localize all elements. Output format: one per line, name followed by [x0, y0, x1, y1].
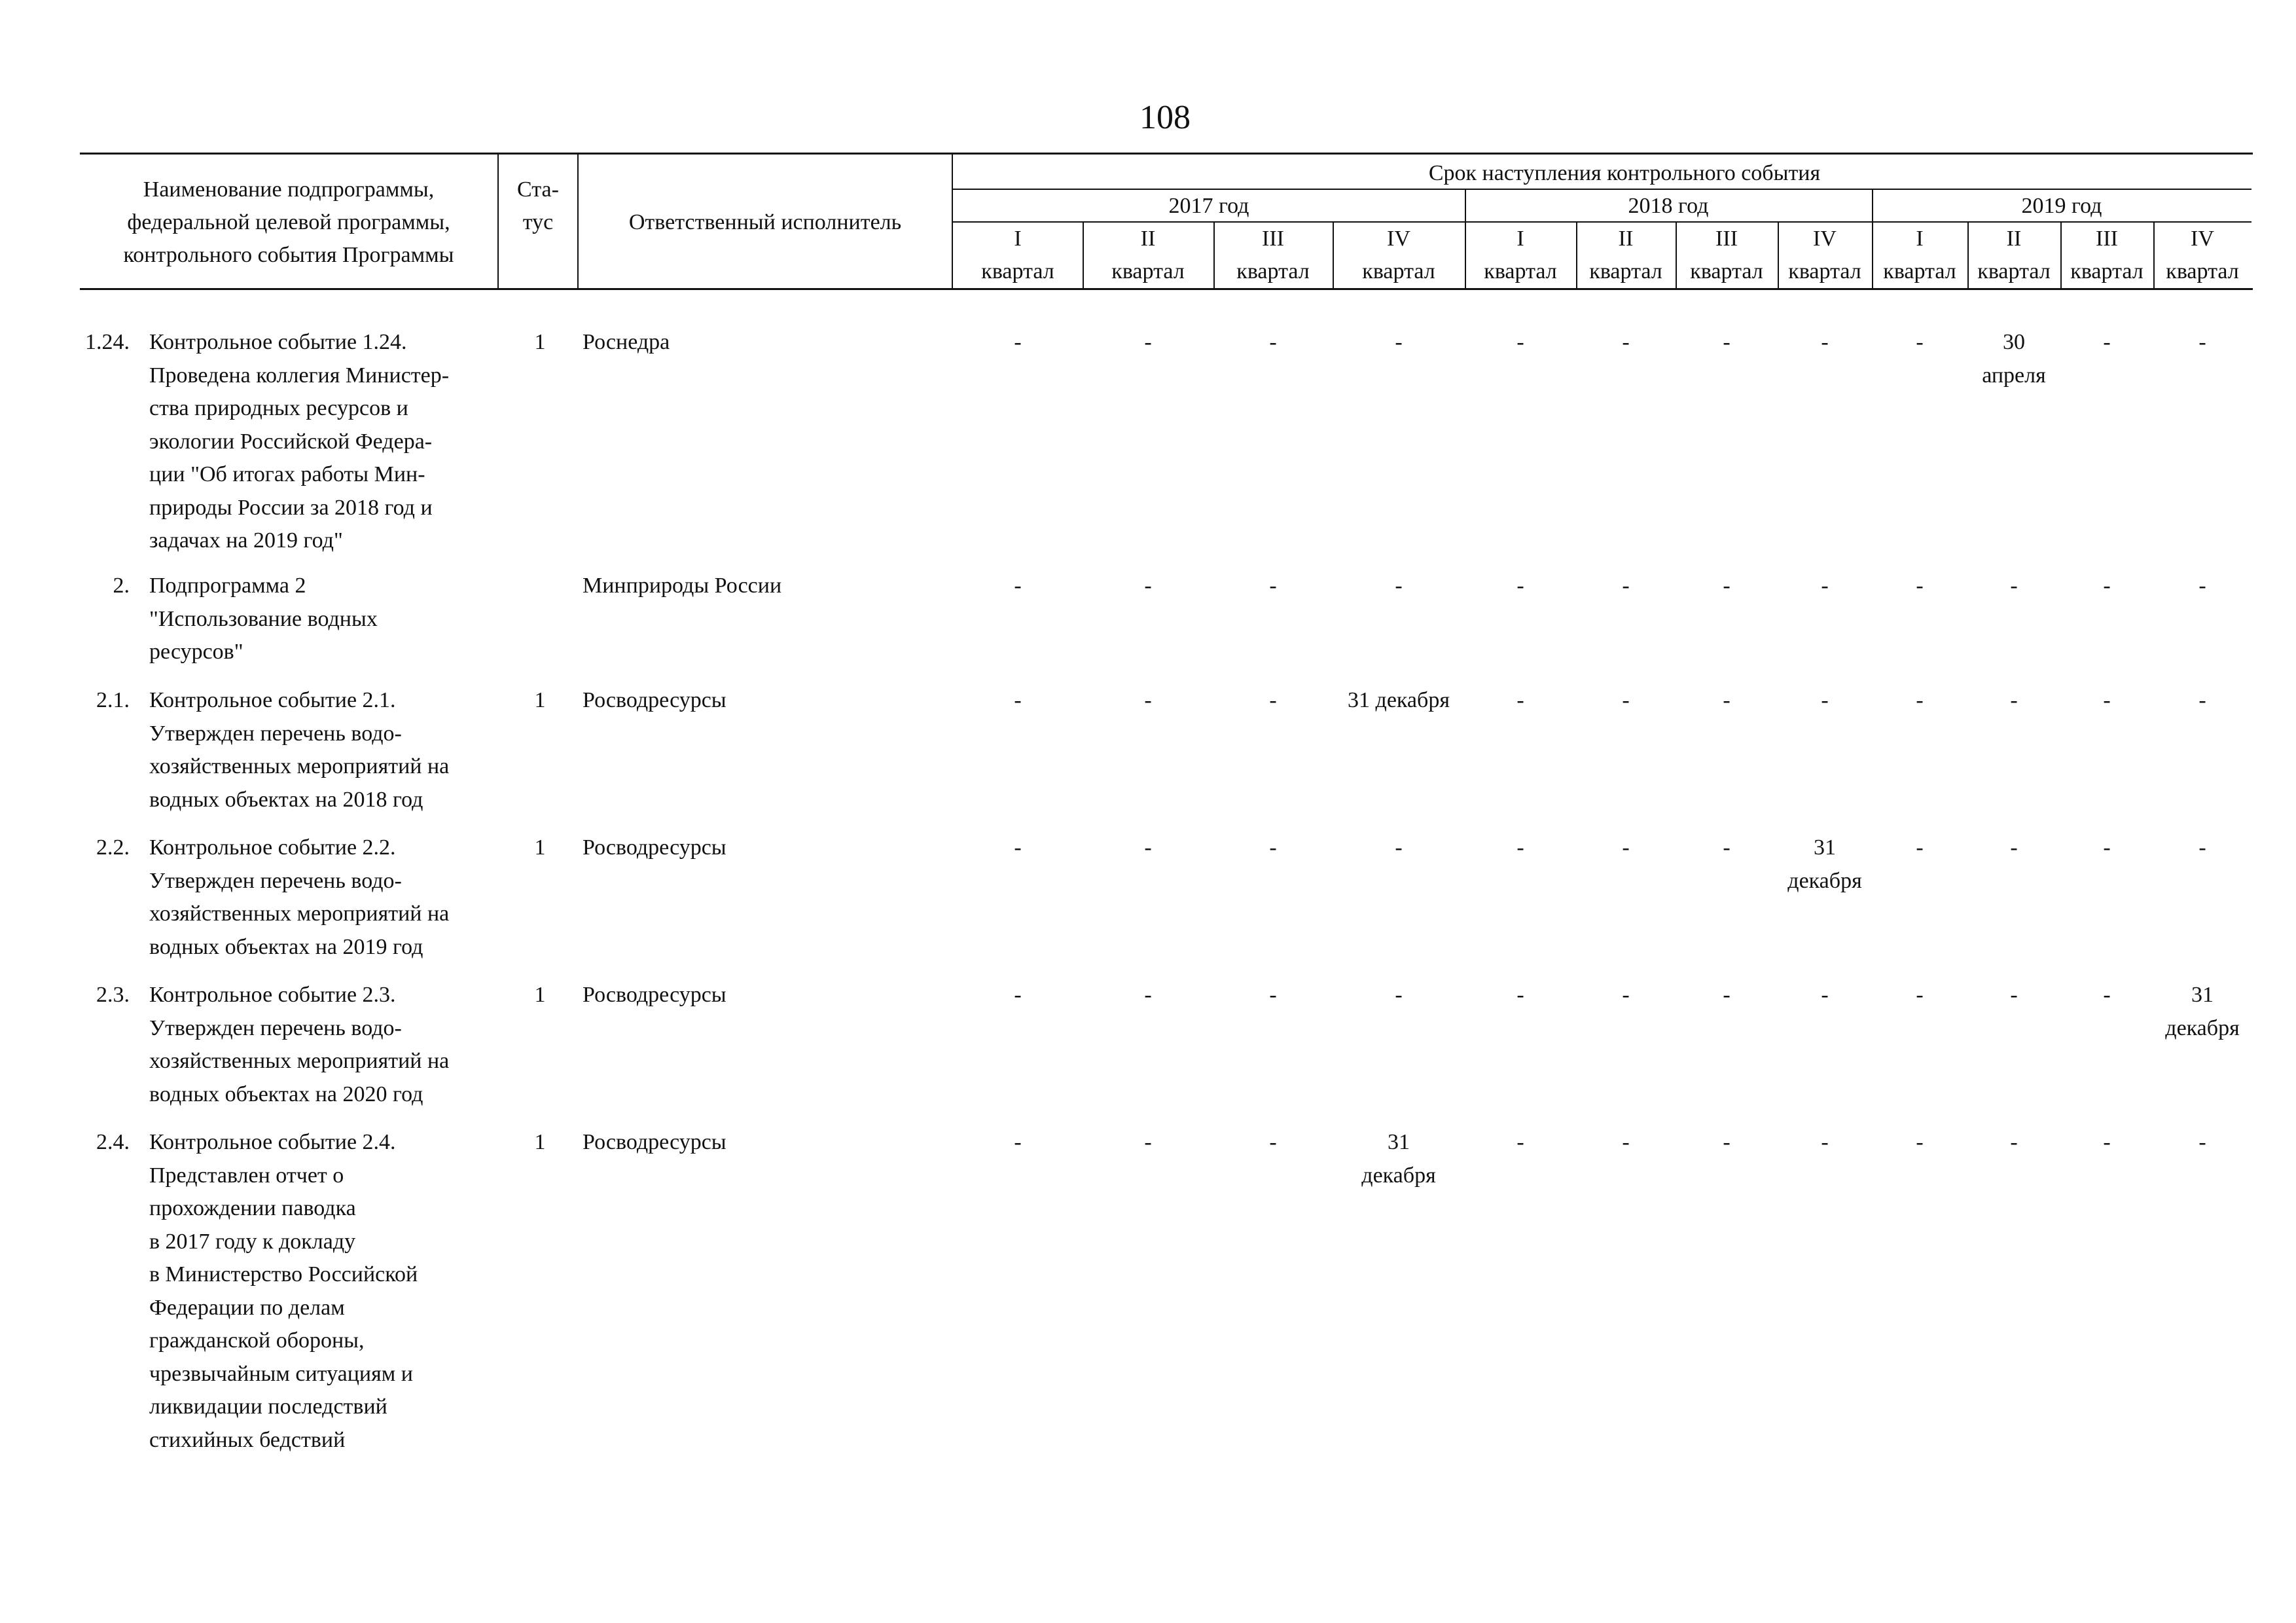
quarter-cell — [1967, 1126, 2060, 1159]
event-name — [149, 831, 449, 964]
quarter-cell — [1465, 979, 1576, 1012]
quarter-cell — [1213, 570, 1333, 603]
quarter-cell — [1676, 831, 1778, 865]
quarter-label: квартал — [1362, 259, 1435, 283]
quarter-cell — [953, 326, 1083, 359]
quarter-value: апреля — [1982, 363, 2046, 388]
quarter-value: - — [1916, 688, 1924, 712]
quarter-value: - — [2103, 835, 2111, 860]
quarter-value: - — [1821, 983, 1829, 1007]
event-name-line: в 2017 году к докладу — [149, 1229, 356, 1254]
event-name-line: Контрольное событие 2.2. — [149, 835, 396, 860]
quarter-cell — [1872, 326, 1967, 359]
grid-line — [1465, 189, 1466, 290]
quarter-cell — [1872, 684, 1967, 718]
quarter-label: квартал — [1236, 259, 1310, 283]
quarter-cell — [1333, 1126, 1465, 1192]
quarter-cell — [953, 979, 1083, 1012]
quarter-cell — [1333, 570, 1465, 603]
quarter-cell — [1213, 684, 1333, 718]
quarter-numeral: I — [1916, 227, 1924, 251]
grid-line — [497, 153, 499, 290]
quarter-cell — [1676, 326, 1778, 359]
quarter-cell — [953, 570, 1083, 603]
quarter-value: - — [1014, 983, 1022, 1007]
name-column-header-line: контрольного события Программы — [123, 243, 454, 267]
grid-line — [2060, 221, 2062, 290]
quarter-value: - — [1014, 688, 1022, 712]
quarter-label: квартал — [1589, 259, 1662, 283]
quarter-numeral: III — [1715, 227, 1738, 251]
quarter-value: - — [1014, 574, 1022, 598]
event-name-line: Утвержден перечень водо- — [149, 721, 402, 746]
event-name-line: Утвержден перечень водо- — [149, 1015, 402, 1040]
quarter-cell — [2153, 1126, 2251, 1159]
row-status: 1 — [534, 983, 546, 1007]
quarter-value: - — [1516, 574, 1524, 598]
quarter-cell — [1872, 831, 1967, 865]
quarter-value: - — [1821, 574, 1829, 598]
quarter-cell — [1465, 684, 1576, 718]
quarter-value: - — [1821, 330, 1829, 354]
grid-line — [953, 221, 2251, 223]
quarter-cell — [2153, 326, 2251, 359]
quarter-cell — [1213, 326, 1333, 359]
quarter-label: квартал — [2166, 259, 2239, 283]
quarter-value: - — [2010, 688, 2018, 712]
quarter-value: - — [1144, 983, 1152, 1007]
responsible-executor: Роснедра — [583, 330, 670, 354]
quarter-value: - — [1622, 1130, 1630, 1154]
quarter-value: декабря — [2165, 1015, 2240, 1040]
grid-line — [2153, 221, 2155, 290]
event-name-line: Федерации по делам — [149, 1295, 345, 1320]
quarter-value: - — [2198, 688, 2206, 712]
quarter-value: - — [1269, 835, 1277, 860]
event-name-line: Контрольное событие 2.4. — [149, 1130, 396, 1154]
deadline-group-header: Срок наступления контрольного события — [1428, 161, 1821, 185]
event-name-line: Контрольное событие 2.1. — [149, 688, 396, 712]
quarter-value: - — [1516, 983, 1524, 1007]
event-name-line: хозяйственных мероприятий на — [149, 754, 450, 778]
event-name-line: Утвержден перечень водо- — [149, 868, 402, 893]
event-name — [149, 1126, 418, 1457]
quarter-cell — [1083, 570, 1213, 603]
quarter-cell — [1872, 1126, 1967, 1159]
event-name-line: водных объектах на 2018 год — [149, 787, 423, 812]
event-name-line: ства природных ресурсов и — [149, 396, 408, 420]
quarter-value: - — [1622, 835, 1630, 860]
quarter-numeral: II — [1618, 227, 1634, 251]
year-header: 2019 год — [2021, 194, 2102, 218]
grid-line — [577, 153, 579, 290]
event-name-line: экологии Российской Федера- — [149, 429, 433, 454]
quarter-cell — [1576, 684, 1676, 718]
grid-line — [1083, 221, 1084, 290]
quarter-cell — [953, 684, 1083, 718]
row-number: 1.24. — [85, 330, 130, 354]
quarter-value: - — [2198, 330, 2206, 354]
grid-line — [1676, 221, 1677, 290]
quarter-cell — [953, 1126, 1083, 1159]
quarter-numeral: IV — [2191, 227, 2214, 251]
quarter-value: - — [2010, 983, 2018, 1007]
grid-line — [1967, 221, 1969, 290]
quarter-value: - — [1144, 835, 1152, 860]
event-name-line: в Министерство Российской — [149, 1262, 418, 1286]
event-name — [149, 979, 449, 1111]
quarter-cell — [2060, 684, 2153, 718]
quarter-value: - — [1723, 330, 1731, 354]
quarter-label: квартал — [1883, 259, 1956, 283]
quarter-value: - — [1014, 330, 1022, 354]
responsible-executor: Росводресурсы — [583, 1130, 726, 1154]
quarter-value: - — [2198, 574, 2206, 598]
quarter-header — [1676, 223, 1778, 288]
quarter-value: - — [2103, 983, 2111, 1007]
quarter-cell — [1333, 684, 1465, 718]
quarter-value: - — [1144, 574, 1152, 598]
quarter-value: - — [1269, 1130, 1277, 1154]
quarter-cell — [1333, 326, 1465, 359]
quarter-numeral: II — [1140, 227, 1156, 251]
event-name-line: Представлен отчет о — [149, 1163, 344, 1188]
quarter-value: - — [2010, 835, 2018, 860]
quarter-header — [1872, 223, 1967, 288]
quarter-numeral: IV — [1387, 227, 1410, 251]
page-number: 108 — [1139, 99, 1191, 136]
quarter-value: 31 — [1388, 1130, 1410, 1154]
event-name-line: Подпрограмма 2 — [149, 574, 306, 598]
quarter-cell — [1083, 1126, 1213, 1159]
quarter-value: - — [1144, 688, 1152, 712]
quarter-cell — [2060, 326, 2153, 359]
quarter-cell — [1676, 570, 1778, 603]
quarter-cell — [1083, 979, 1213, 1012]
event-name-line: Контрольное событие 2.3. — [149, 983, 396, 1007]
grid-line — [1872, 189, 1873, 290]
quarter-value: - — [1144, 330, 1152, 354]
quarter-value: - — [2103, 330, 2111, 354]
quarter-header — [1465, 223, 1576, 288]
quarter-cell — [1967, 979, 2060, 1012]
quarter-value: - — [1269, 330, 1277, 354]
event-name-line: Проведена коллегия Министер- — [149, 363, 450, 388]
quarter-value: - — [1014, 835, 1022, 860]
quarter-cell — [1465, 831, 1576, 865]
quarter-cell — [1778, 831, 1872, 898]
quarter-value: - — [2103, 574, 2111, 598]
row-number: 2. — [113, 574, 130, 598]
quarter-value: 30 — [2003, 330, 2025, 354]
quarter-value: - — [1269, 574, 1277, 598]
quarter-cell — [1465, 1126, 1576, 1159]
quarter-value: - — [1014, 1130, 1022, 1154]
quarter-label: квартал — [1977, 259, 2051, 283]
quarter-numeral: I — [1516, 227, 1524, 251]
quarter-value: - — [1723, 835, 1731, 860]
quarter-cell — [1778, 979, 1872, 1012]
quarter-value: - — [2198, 835, 2206, 860]
quarter-numeral: III — [2096, 227, 2118, 251]
quarter-cell — [1213, 979, 1333, 1012]
grid-line — [1576, 221, 1577, 290]
quarter-numeral: II — [2006, 227, 2022, 251]
quarter-header — [1967, 223, 2060, 288]
quarter-value: - — [1916, 983, 1924, 1007]
quarter-numeral: III — [1262, 227, 1284, 251]
quarter-cell — [1213, 831, 1333, 865]
quarter-cell — [1333, 831, 1465, 865]
quarter-value: - — [2103, 1130, 2111, 1154]
status-column-header — [499, 157, 577, 255]
grid-line — [952, 153, 953, 290]
quarter-cell — [2060, 1126, 2153, 1159]
quarter-value: - — [1516, 330, 1524, 354]
quarter-cell — [1778, 326, 1872, 359]
quarter-value: декабря — [1787, 868, 1862, 893]
quarter-value: - — [1622, 330, 1630, 354]
quarter-header — [1778, 223, 1872, 288]
row-status: 1 — [534, 688, 546, 712]
event-name-line: гражданской обороны, — [149, 1328, 365, 1353]
quarter-value: - — [1395, 835, 1403, 860]
row-status: 1 — [534, 330, 546, 354]
quarter-value: - — [2010, 574, 2018, 598]
quarter-header — [2060, 223, 2153, 288]
quarter-value: - — [1916, 330, 1924, 354]
quarter-label: квартал — [1484, 259, 1557, 283]
quarter-cell — [1576, 1126, 1676, 1159]
quarter-header — [1083, 223, 1213, 288]
row-number: 2.4. — [96, 1130, 130, 1154]
quarter-cell — [1778, 570, 1872, 603]
quarter-value: - — [1395, 574, 1403, 598]
quarter-value: - — [1916, 1130, 1924, 1154]
quarter-value: - — [1516, 1130, 1524, 1154]
quarter-value: 31 — [2191, 983, 2214, 1007]
quarter-cell — [2060, 831, 2153, 865]
responsible-executor: Росводресурсы — [583, 983, 726, 1007]
quarter-cell — [1333, 979, 1465, 1012]
quarter-value: 31 — [1814, 835, 1836, 860]
quarter-cell — [1967, 684, 2060, 718]
quarter-header — [1213, 223, 1333, 288]
quarter-value: - — [1269, 983, 1277, 1007]
year-header: 2018 год — [1628, 194, 1709, 218]
row-number: 2.2. — [96, 835, 130, 860]
quarter-cell — [1083, 831, 1213, 865]
quarter-cell — [1465, 570, 1576, 603]
quarter-label: квартал — [1690, 259, 1763, 283]
status-column-header-line: Ста- — [517, 177, 559, 202]
event-name-line: ликвидации последствий — [149, 1395, 387, 1419]
status-column-header-line: тус — [522, 210, 554, 234]
row-number: 2.3. — [96, 983, 130, 1007]
quarter-numeral: IV — [1813, 227, 1837, 251]
quarter-value: - — [2010, 1130, 2018, 1154]
name-column-header-line: Наименование подпрограммы, — [143, 177, 435, 202]
quarter-label: квартал — [2070, 259, 2144, 283]
quarter-cell — [1872, 570, 1967, 603]
grid-line — [1778, 221, 1779, 290]
year-header: 2017 год — [1168, 194, 1249, 218]
quarter-label: квартал — [981, 259, 1054, 283]
quarter-cell — [1872, 979, 1967, 1012]
grid-line — [953, 189, 2251, 190]
name-column-header — [80, 157, 497, 288]
quarter-value: - — [1723, 688, 1731, 712]
executor-column-header: Ответственный исполнитель — [628, 210, 902, 234]
event-name-line: стихийных бедствий — [149, 1427, 346, 1452]
grid-line — [80, 153, 2253, 155]
quarter-value: - — [1269, 688, 1277, 712]
quarter-cell — [1778, 684, 1872, 718]
event-name-line: водных объектах на 2019 год — [149, 934, 423, 959]
quarter-value: - — [1395, 983, 1403, 1007]
quarter-numeral: I — [1014, 227, 1022, 251]
quarter-cell — [2153, 831, 2251, 865]
event-name-line: водных объектах на 2020 год — [149, 1082, 423, 1106]
quarter-value: декабря — [1361, 1163, 1436, 1188]
event-name-line: чрезвычайным ситуациям и — [149, 1361, 413, 1386]
quarter-cell — [1967, 831, 2060, 865]
event-name-line: хозяйственных мероприятий на — [149, 902, 450, 926]
quarter-value: - — [1723, 983, 1731, 1007]
responsible-executor: Росводресурсы — [583, 835, 726, 860]
quarter-value: - — [1916, 835, 1924, 860]
quarter-cell — [2060, 570, 2153, 603]
quarter-cell — [1967, 326, 2060, 392]
quarter-value: - — [1821, 688, 1829, 712]
quarter-value: - — [1723, 1130, 1731, 1154]
name-column-header-line: федеральной целевой программы, — [127, 210, 450, 234]
event-name-line: хозяйственных мероприятий на — [149, 1049, 450, 1073]
quarter-cell — [2153, 979, 2251, 1045]
grid-line — [80, 288, 2253, 290]
quarter-value: - — [1395, 330, 1403, 354]
quarter-value: - — [1622, 574, 1630, 598]
event-name-line: прохождении паводка — [149, 1196, 356, 1220]
quarter-cell — [2153, 570, 2251, 603]
quarter-label: квартал — [1788, 259, 1861, 283]
responsible-executor: Росводресурсы — [583, 688, 726, 712]
grid-line — [1333, 221, 1334, 290]
row-status: 1 — [534, 835, 546, 860]
quarter-value: - — [2198, 1130, 2206, 1154]
quarter-value: - — [1821, 1130, 1829, 1154]
event-name-line: природы России за 2018 год и — [149, 495, 433, 520]
quarter-header — [1333, 223, 1465, 288]
quarter-header — [1576, 223, 1676, 288]
quarter-cell — [1676, 684, 1778, 718]
quarter-cell — [1465, 326, 1576, 359]
event-name — [149, 326, 449, 558]
quarter-cell — [1576, 570, 1676, 603]
quarter-cell — [2060, 979, 2153, 1012]
quarter-value: - — [1916, 574, 1924, 598]
quarter-value: - — [1723, 574, 1731, 598]
quarter-header — [2153, 223, 2251, 288]
event-name-line: задачах на 2019 год" — [149, 528, 343, 553]
quarter-cell — [1576, 326, 1676, 359]
quarter-value: - — [1144, 1130, 1152, 1154]
grid-line — [1213, 221, 1215, 290]
quarter-header — [953, 223, 1083, 288]
quarter-cell — [1967, 570, 2060, 603]
quarter-value: - — [1516, 835, 1524, 860]
quarter-cell — [953, 831, 1083, 865]
event-name-line: ресурсов" — [149, 640, 243, 664]
responsible-executor: Минприроды России — [583, 574, 782, 598]
quarter-value: - — [2103, 688, 2111, 712]
quarter-cell — [1083, 684, 1213, 718]
quarter-cell — [1576, 979, 1676, 1012]
quarter-value: 31 декабря — [1348, 688, 1450, 712]
quarter-cell — [2153, 684, 2251, 718]
quarter-label: квартал — [1111, 259, 1185, 283]
row-number: 2.1. — [96, 688, 130, 712]
quarter-cell — [1213, 1126, 1333, 1159]
event-name-line: "Использование водных — [149, 606, 378, 631]
quarter-cell — [1676, 1126, 1778, 1159]
quarter-value: - — [1516, 688, 1524, 712]
quarter-cell — [1778, 1126, 1872, 1159]
event-name — [149, 684, 449, 816]
quarter-value: - — [1622, 983, 1630, 1007]
quarter-cell — [1083, 326, 1213, 359]
quarter-value: - — [1622, 688, 1630, 712]
quarter-cell — [1576, 831, 1676, 865]
event-name-line: Контрольное событие 1.24. — [149, 330, 407, 354]
row-status: 1 — [534, 1130, 546, 1154]
event-name-line: ции "Об итогах работы Мин- — [149, 462, 425, 486]
quarter-cell — [1676, 979, 1778, 1012]
event-name — [149, 570, 378, 669]
